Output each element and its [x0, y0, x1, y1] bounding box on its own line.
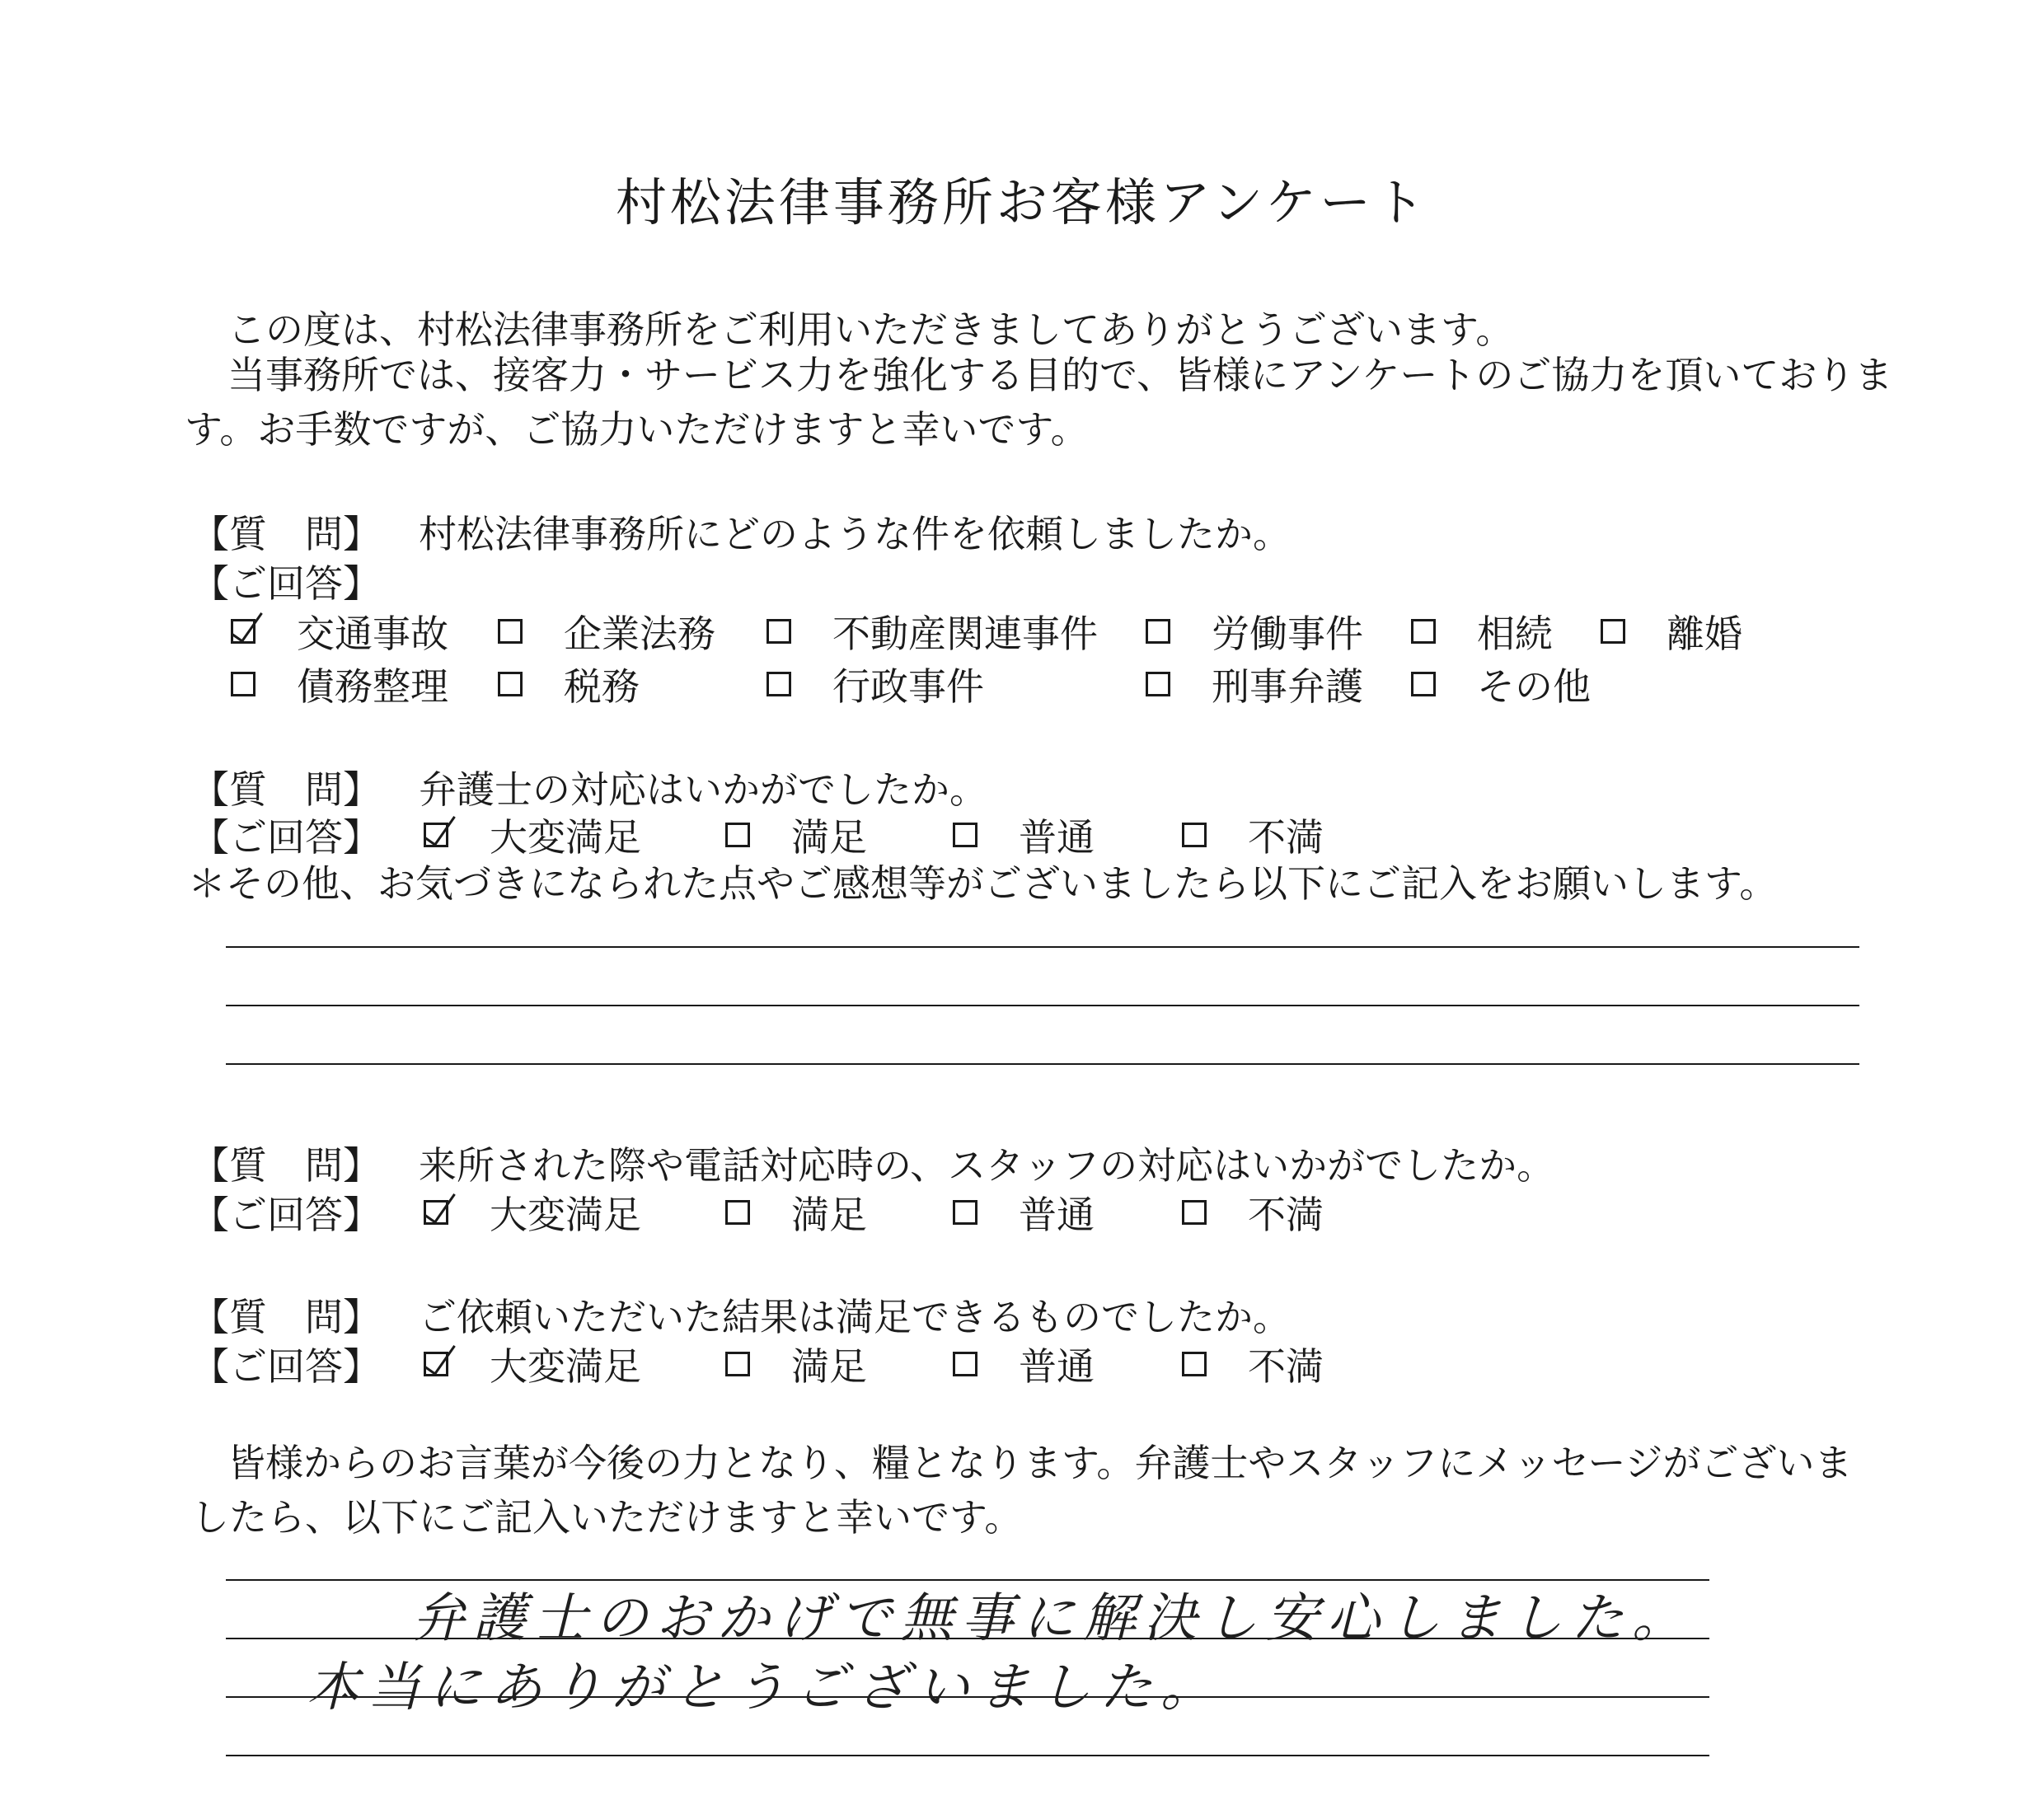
q4-question-label: 【質 問】 — [191, 1295, 381, 1339]
q3-answer-label: 【ご回答】 — [191, 1193, 381, 1237]
q4-checkbox-very-satisfied[interactable] — [424, 1352, 448, 1376]
q2-option-label: 満足 — [791, 815, 867, 860]
q1-option-label: 債務整理 — [297, 664, 448, 709]
q3-option-dissatisfied[interactable] — [1182, 1185, 1324, 1240]
q1-checkbox-divorce[interactable] — [1601, 619, 1625, 644]
q1-option-label: 交通事故 — [297, 612, 448, 656]
q1-checkbox-tax[interactable] — [498, 672, 523, 696]
q3-option-label: 不満 — [1248, 1193, 1324, 1237]
q3-option-label: 満足 — [791, 1193, 867, 1237]
q4-option-satisfied[interactable] — [725, 1337, 867, 1391]
q1-option-traffic-accident[interactable] — [231, 604, 448, 659]
q1-option-label: 行政事件 — [832, 664, 984, 709]
q2-question-text: 弁護士の対応はいかがでしたか。 — [419, 767, 987, 812]
page-title: 村松法律事務所お客様アンケート — [615, 172, 1429, 232]
q1-checkbox-criminal[interactable] — [1146, 672, 1170, 696]
q1-option-criminal[interactable] — [1146, 657, 1363, 711]
q3-option-label: 普通 — [1019, 1193, 1095, 1237]
q2-option-label: 不満 — [1248, 815, 1324, 860]
q4-option-very-satisfied[interactable] — [424, 1337, 641, 1391]
q3-checkbox-dissatisfied[interactable] — [1182, 1200, 1207, 1225]
q3-option-label: 大変満足 — [490, 1193, 641, 1237]
q1-option-labor[interactable] — [1146, 604, 1363, 659]
handwritten-message-line-1: 弁護士のおかげで無事に解決し安心しました。 — [412, 1588, 1693, 1649]
q3-checkbox-satisfied[interactable] — [725, 1200, 750, 1225]
q4-checkbox-neutral[interactable] — [953, 1352, 977, 1376]
q1-option-label: 企業法務 — [564, 612, 715, 656]
q1-answer-label: 【ご回答】 — [191, 561, 381, 606]
q2-option-label: 普通 — [1019, 815, 1095, 860]
closing-line-2: したら、以下にご記入いただけますと幸いです。 — [191, 1495, 1023, 1540]
q2-option-label: 大変満足 — [490, 815, 641, 860]
comment-line-1[interactable] — [226, 946, 1859, 948]
q1-checkbox-inheritance[interactable] — [1411, 619, 1436, 644]
q1-option-tax[interactable] — [498, 657, 640, 711]
comment-line-3[interactable] — [226, 1063, 1859, 1065]
intro-line-1: この度は、村松法律事務所をご利用いただきましてありがとうございます。 — [227, 307, 1514, 352]
q4-option-label: 普通 — [1019, 1344, 1095, 1389]
q1-question-text: 村松法律事務所にどのような件を依頼しましたか。 — [419, 512, 1291, 556]
q1-option-corporate-law[interactable] — [498, 604, 715, 659]
q1-option-label: 労働事件 — [1212, 612, 1363, 656]
comment-line-2[interactable] — [226, 1005, 1859, 1006]
q4-checkbox-dissatisfied[interactable] — [1182, 1352, 1207, 1376]
q1-option-label: その他 — [1477, 664, 1591, 709]
q2-answer-label: 【ご回答】 — [191, 815, 381, 860]
q1-option-label: 相続 — [1477, 612, 1553, 656]
intro-line-3: す。お手数ですが、ご協力いただけますと幸いです。 — [185, 407, 1089, 452]
q4-option-neutral[interactable] — [953, 1337, 1095, 1391]
q4-checkbox-satisfied[interactable] — [725, 1352, 750, 1376]
q4-option-label: 不満 — [1248, 1344, 1324, 1389]
q2-checkbox-dissatisfied[interactable] — [1182, 823, 1207, 847]
intro-line-2: 当事務所では、接客力・サービス力を強化する目的で、皆様にアンケートのご協力を頂いておりま — [227, 353, 1893, 397]
q2-question-label: 【質 問】 — [191, 767, 381, 812]
q3-question-text: 来所された際や電話対応時の、スタッフの対応はいかがでしたか。 — [419, 1143, 1555, 1188]
q4-option-dissatisfied[interactable] — [1182, 1337, 1324, 1391]
q1-option-debt[interactable] — [231, 657, 448, 711]
q1-option-divorce[interactable] — [1601, 604, 1742, 659]
q3-option-satisfied[interactable] — [725, 1185, 867, 1240]
q4-question-text: ご依頼いただいた結果は満足できるものでしたか。 — [419, 1295, 1291, 1339]
q1-option-real-estate[interactable] — [766, 604, 1098, 659]
q1-option-label: 離婚 — [1667, 612, 1742, 656]
q4-option-label: 大変満足 — [490, 1344, 641, 1389]
q1-checkbox-debt[interactable] — [231, 672, 256, 696]
q1-checkbox-labor[interactable] — [1146, 619, 1170, 644]
q1-option-inheritance[interactable] — [1411, 604, 1553, 659]
q1-checkbox-administrative[interactable] — [766, 672, 791, 696]
q1-question-label: 【質 問】 — [191, 512, 381, 556]
q4-option-label: 満足 — [791, 1344, 867, 1389]
q1-option-label: 刑事弁護 — [1212, 664, 1363, 709]
handwritten-message-line-2: 本当にありがとうございました。 — [307, 1657, 1221, 1718]
q1-option-label: 税務 — [564, 664, 640, 709]
q1-checkbox-traffic-accident[interactable] — [231, 619, 256, 644]
q3-question-label: 【質 問】 — [191, 1143, 381, 1188]
q4-answer-label: 【ご回答】 — [191, 1344, 381, 1389]
q2-checkbox-neutral[interactable] — [953, 823, 977, 847]
q1-option-other[interactable] — [1411, 657, 1591, 711]
q1-option-label: 不動産関連事件 — [832, 612, 1098, 656]
q3-option-neutral[interactable] — [953, 1185, 1095, 1240]
message-line-4[interactable] — [226, 1755, 1709, 1756]
q3-checkbox-very-satisfied[interactable] — [424, 1200, 448, 1225]
q1-checkbox-corporate-law[interactable] — [498, 619, 523, 644]
q1-checkbox-other[interactable] — [1411, 672, 1436, 696]
q2-note: ＊その他、お気づきになられた点やご感想等がございましたら以下にご記入をお願いします。 — [188, 861, 1778, 906]
q1-checkbox-real-estate[interactable] — [766, 619, 791, 644]
closing-line-1: 皆様からのお言葉が今後の力となり、糧となります。弁護士やスタッフにメッセージがございま — [227, 1441, 1853, 1485]
q2-checkbox-satisfied[interactable] — [725, 823, 750, 847]
q3-option-very-satisfied[interactable] — [424, 1185, 641, 1240]
q3-checkbox-neutral[interactable] — [953, 1200, 977, 1225]
q1-option-administrative[interactable] — [766, 657, 984, 711]
q2-checkbox-very-satisfied[interactable] — [424, 823, 448, 847]
